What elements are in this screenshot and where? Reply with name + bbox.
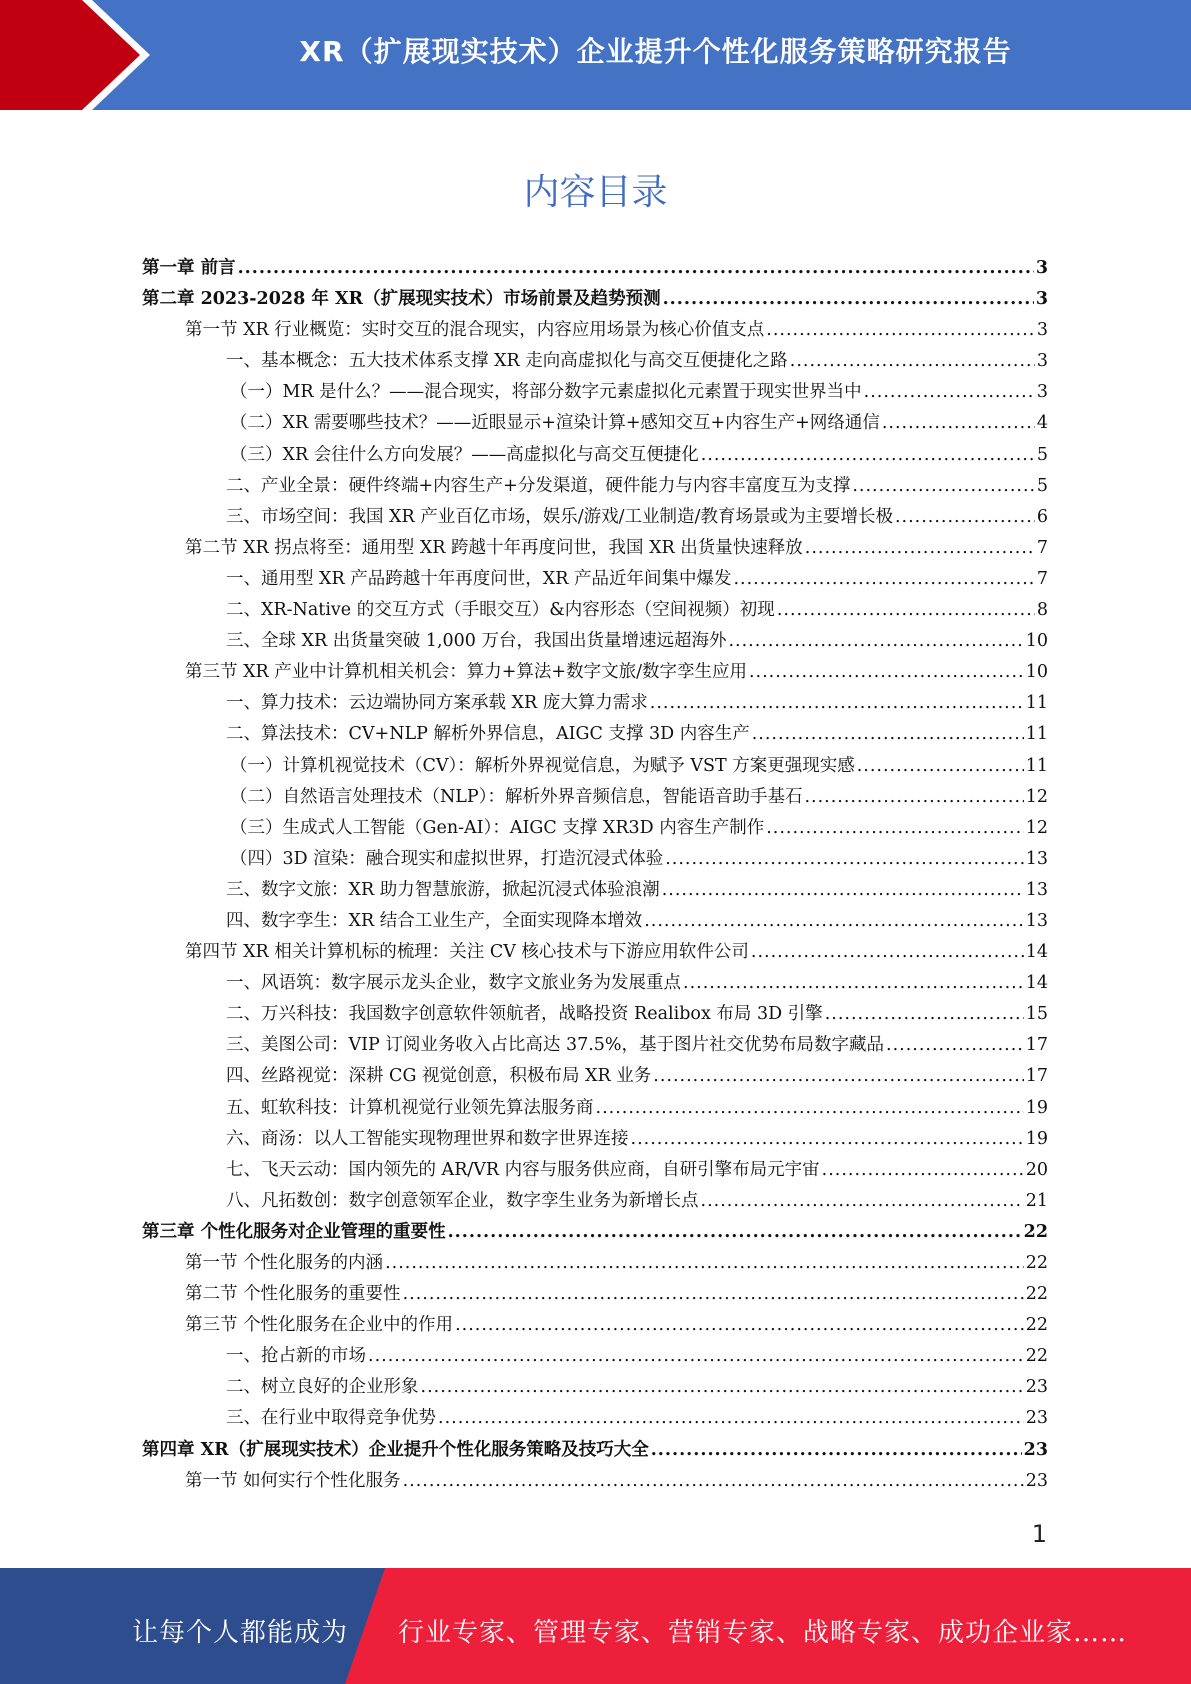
toc-entry[interactable] [142, 1466, 1048, 1497]
toc-entry-title: 七、飞天云动：国内领先的 AR/VR 内容与服务供应商，自研引擎布局元宇宙 [226, 1159, 820, 1180]
toc-dot-leader [421, 1372, 1024, 1403]
toc-entry-title: 三、全球 XR 出货量突破 1,000 万台，我国出货量增速远超海外 [226, 631, 727, 652]
toc-dot-leader [733, 564, 1034, 595]
toc-entry-page: 10 [1025, 662, 1048, 683]
toc-entry-title: 二、万兴科技：我国数字创意软件领航者，战略投资 Realibox 布局 3D 引擎 [226, 1004, 823, 1025]
toc-entry-page: 5 [1036, 475, 1048, 496]
toc-entry-title: （三）生成式人工智能（Gen-AI）：AIGC 支撑 XR3D 内容生产制作 [230, 817, 765, 838]
toc-entry[interactable] [142, 1093, 1048, 1124]
toc-dot-leader [766, 315, 1035, 346]
toc-entry-title: 三、数字文旅：XR 助力智慧旅游，掀起沉浸式体验浪潮 [226, 879, 660, 900]
toc-dot-leader [805, 533, 1035, 564]
toc-entry-page: 4 [1036, 413, 1048, 434]
toc-entry[interactable] [142, 906, 1048, 937]
toc-entry[interactable] [142, 564, 1048, 595]
toc-dot-leader [238, 253, 1034, 284]
footer-banner [0, 1568, 1191, 1684]
toc-dot-leader [665, 844, 1023, 875]
toc-entry-page: 17 [1025, 1035, 1048, 1056]
toc-entry[interactable] [142, 626, 1048, 657]
toc-entry-page: 22 [1025, 1346, 1048, 1367]
toc-entry-title: 第二节 XR 拐点将至：通用型 XR 跨越十年再度问世，我国 XR 出货量快速释放 [185, 537, 803, 558]
toc-dot-leader [403, 1279, 1024, 1310]
toc-dot-leader [701, 440, 1035, 471]
toc-entry-page: 22 [1025, 1315, 1048, 1336]
toc-dot-leader [596, 1093, 1024, 1124]
toc-entry-page: 13 [1025, 879, 1048, 900]
header-banner [0, 0, 1191, 110]
toc-entry-page: 13 [1025, 848, 1048, 869]
toc-entry[interactable] [142, 377, 1048, 408]
toc-entry-page: 11 [1025, 724, 1048, 745]
toc-entry-title: 一、算力技术：云边端协同方案承载 XR 庞大算力需求 [226, 693, 648, 714]
toc-dot-leader [766, 813, 1023, 844]
toc-entry[interactable] [142, 719, 1048, 750]
toc-entry[interactable] [142, 471, 1048, 502]
toc-entry[interactable] [142, 1124, 1048, 1155]
toc-entry-title: 二、产业全景：硬件终端+内容生产+分发渠道，硬件能力与内容丰富度互为支撑 [226, 475, 851, 496]
footer-slogan-right: 行业专家、管理专家、营销专家、战略专家、成功企业家…… [398, 1618, 1128, 1648]
toc-entry-title: 八、凡拓数创：数字创意领军企业，数字孪生业务为新增长点 [226, 1190, 699, 1211]
toc-entry[interactable] [142, 1155, 1048, 1186]
toc-entry-page: 23 [1025, 1470, 1048, 1491]
toc-dot-leader [385, 1248, 1024, 1279]
toc-entry-page: 23 [1025, 1377, 1048, 1398]
toc-entry[interactable] [142, 284, 1048, 315]
toc-entry[interactable] [142, 875, 1048, 906]
toc-dot-leader [777, 595, 1035, 626]
toc-entry[interactable] [142, 999, 1048, 1030]
toc-entry-title: 四、数字孪生：XR 结合工业生产，全面实现降本增效 [226, 910, 643, 931]
toc-dot-leader [852, 471, 1035, 502]
toc-dot-leader [804, 782, 1023, 813]
toc-entry-title: （一）MR 是什么？——混合现实，将部分数字元素虚拟化元素置于现实世界当中 [230, 382, 862, 403]
toc-entry-page: 13 [1025, 910, 1048, 931]
toc-entry-title: （二）XR 需要哪些技术？——近眼显示+渲染计算+感知交互+内容生产+网络通信 [230, 413, 880, 434]
toc-entry[interactable] [142, 688, 1048, 719]
toc-entry[interactable] [142, 1341, 1048, 1372]
toc-entry-title: 第四章 XR（扩展现实技术）企业提升个性化服务策略及技巧大全 [142, 1439, 649, 1460]
toc-dot-leader [663, 284, 1034, 315]
toc-entry-page: 12 [1025, 817, 1048, 838]
toc-entry-page: 5 [1036, 444, 1048, 465]
toc-entry-title: 第一节 如何实行个性化服务 [185, 1470, 401, 1491]
toc-entry-title: 一、基本概念：五大技术体系支撑 XR 走向高虚拟化与高交互便捷化之路 [226, 351, 788, 372]
toc-entry[interactable] [142, 533, 1048, 564]
toc-dot-leader [825, 999, 1024, 1030]
toc-entry-page: 20 [1025, 1159, 1048, 1180]
toc-entry-title: 一、抢占新的市场 [226, 1346, 366, 1367]
toc-entry[interactable] [142, 751, 1048, 782]
toc-entry[interactable] [142, 1186, 1048, 1217]
toc-entry[interactable] [142, 782, 1048, 813]
toc-entry-title: （二）自然语言处理技术（NLP）：解析外界音频信息，智能语音助手基石 [230, 786, 803, 807]
toc-entry[interactable] [142, 346, 1048, 377]
toc-entry[interactable] [142, 502, 1048, 533]
page-title: 内容目录 [523, 172, 668, 213]
toc-entry-page: 19 [1025, 1097, 1048, 1118]
toc-dot-leader [644, 906, 1024, 937]
toc-dot-leader [438, 1403, 1024, 1434]
toc-entry-title: 第一章 前言 [142, 258, 236, 278]
table-of-contents [142, 253, 1048, 1497]
toc-dot-leader [651, 1435, 1022, 1466]
toc-entry-page: 15 [1025, 1004, 1048, 1025]
toc-dot-leader [790, 346, 1035, 377]
toc-entry[interactable] [142, 315, 1048, 346]
toc-entry-page: 3 [1035, 258, 1048, 278]
toc-entry-page: 23 [1025, 1408, 1048, 1429]
toc-entry[interactable] [142, 253, 1048, 284]
toc-entry-page: 3 [1036, 351, 1048, 372]
toc-entry-page: 14 [1025, 942, 1048, 963]
toc-entry-title: 二、算法技术：CV+NLP 解析外界信息，AIGC 支撑 3D 内容生产 [226, 724, 750, 745]
report-title: XR（扩展现实技术）企业提升个性化服务策略研究报告 [299, 35, 1012, 68]
toc-dot-leader [368, 1341, 1024, 1372]
toc-entry-page: 3 [1036, 382, 1048, 403]
header-red-chevron [0, 0, 160, 110]
toc-entry-title: 一、通用型 XR 产品跨越十年再度问世，XR 产品近年间集中爆发 [226, 568, 732, 589]
toc-dot-leader [653, 1061, 1023, 1092]
toc-entry[interactable] [142, 1279, 1048, 1310]
toc-entry-page: 22 [1025, 1253, 1048, 1273]
toc-entry-page: 3 [1036, 320, 1048, 341]
toc-entry-title: （四）3D 渲染：融合现实和虚拟世界，打造沉浸式体验 [230, 848, 664, 869]
toc-dot-leader [882, 408, 1035, 439]
toc-entry-title: 五、虹软科技：计算机视觉行业领先算法服务商 [226, 1097, 594, 1118]
toc-entry[interactable] [142, 595, 1048, 626]
toc-entry-page: 11 [1025, 755, 1048, 776]
toc-entry-page: 23 [1023, 1439, 1048, 1460]
toc-entry-page: 14 [1025, 973, 1048, 994]
toc-entry-page: 6 [1036, 506, 1048, 527]
toc-dot-leader [728, 626, 1023, 657]
toc-dot-leader [857, 751, 1024, 782]
toc-entry[interactable] [142, 1403, 1048, 1434]
toc-entry[interactable] [142, 1310, 1048, 1341]
toc-entry-title: 三、市场空间：我国 XR 产业百亿市场，娱乐/游戏/工业制造/教育场景或为主要增长极 [226, 506, 893, 527]
toc-entry-title: 第三节 个性化服务在企业中的作用 [185, 1315, 454, 1336]
toc-dot-leader [631, 1124, 1024, 1155]
toc-dot-leader [749, 657, 1024, 688]
toc-entry-title: 第二节 个性化服务的重要性 [185, 1284, 401, 1305]
toc-entry-page: 7 [1036, 568, 1048, 589]
toc-dot-leader [886, 1030, 1024, 1061]
toc-entry-title: 四、丝路视觉：深耕 CG 视觉创意，积极布局 XR 业务 [226, 1066, 652, 1087]
toc-entry[interactable] [142, 1217, 1048, 1248]
toc-dot-leader [662, 875, 1024, 906]
toc-entry-title: 三、美图公司：VIP 订阅业务收入占比高达 37.5%，基于图片社交优势布局数字藏品 [226, 1035, 885, 1056]
toc-entry-title: 二、XR-Native 的交互方式（手眼交互）&内容形态（空间视频）初现 [226, 600, 775, 621]
toc-dot-leader [895, 502, 1035, 533]
toc-dot-leader [751, 937, 1024, 968]
toc-entry-page: 10 [1025, 631, 1048, 652]
toc-entry-title: 第一节 XR 行业概览：实时交互的混合现实，内容应用场景为核心价值支点 [185, 320, 765, 341]
toc-dot-leader [752, 719, 1024, 750]
toc-entry-title: 第一节 个性化服务的内涵 [185, 1253, 384, 1273]
toc-entry[interactable] [142, 1372, 1048, 1403]
toc-entry[interactable] [142, 657, 1048, 688]
toc-entry-title: 一、风语筑：数字展示龙头企业，数字文旅业务为发展重点 [226, 973, 681, 994]
toc-entry[interactable] [142, 1061, 1048, 1092]
toc-entry[interactable] [142, 1248, 1048, 1279]
toc-entry-page: 12 [1025, 786, 1048, 807]
toc-entry-page: 22 [1025, 1284, 1048, 1305]
toc-entry[interactable] [142, 968, 1048, 999]
toc-dot-leader [864, 377, 1035, 408]
toc-entry[interactable] [142, 937, 1048, 968]
toc-entry-page: 8 [1036, 600, 1048, 621]
toc-dot-leader [650, 688, 1024, 719]
toc-entry-title: 第三节 XR 产业中计算机相关机会：算力+算法+数字文旅/数字孪生应用 [185, 662, 747, 683]
toc-entry-title: （一）计算机视觉技术（CV）：解析外界视觉信息，为赋予 VST 方案更强现实感 [230, 755, 855, 776]
page-number: 1 [1031, 1520, 1047, 1548]
toc-entry-title: 三、在行业中取得竞争优势 [226, 1408, 436, 1429]
toc-entry-title: （三）XR 会往什么方向发展？——高虚拟化与高交互便捷化 [230, 444, 699, 465]
toc-entry-page: 17 [1025, 1066, 1048, 1087]
toc-entry[interactable] [142, 813, 1048, 844]
toc-entry-page: 3 [1035, 289, 1048, 310]
toc-dot-leader [455, 1310, 1024, 1341]
toc-entry-page: 22 [1023, 1221, 1048, 1242]
toc-dot-leader [683, 968, 1024, 999]
toc-entry-page: 11 [1025, 693, 1048, 714]
toc-entry[interactable] [142, 440, 1048, 471]
toc-entry[interactable] [142, 408, 1048, 439]
toc-entry-title: 第三章 个性化服务对企业管理的重要性 [142, 1221, 446, 1242]
toc-dot-leader [822, 1155, 1024, 1186]
toc-entry-title: 第四节 XR 相关计算机标的梳理：关注 CV 核心技术与下游应用软件公司 [185, 942, 749, 963]
toc-entry-title: 六、商汤：以人工智能实现物理世界和数字世界连接 [226, 1128, 629, 1149]
toc-entry-page: 7 [1036, 537, 1048, 558]
toc-entry-title: 二、树立良好的企业形象 [226, 1377, 419, 1398]
toc-entry[interactable] [142, 1030, 1048, 1061]
toc-dot-leader [701, 1186, 1024, 1217]
toc-entry-page: 19 [1025, 1128, 1048, 1149]
toc-entry[interactable] [142, 844, 1048, 875]
toc-entry-title: 第二章 2023-2028 年 XR（扩展现实技术）市场前景及趋势预测 [142, 289, 661, 310]
toc-dot-leader [448, 1217, 1022, 1248]
footer-slogan-left: 让每个人都能成为 [132, 1618, 349, 1648]
toc-entry[interactable] [142, 1435, 1048, 1466]
toc-entry-page: 21 [1025, 1190, 1048, 1211]
toc-dot-leader [403, 1466, 1024, 1497]
